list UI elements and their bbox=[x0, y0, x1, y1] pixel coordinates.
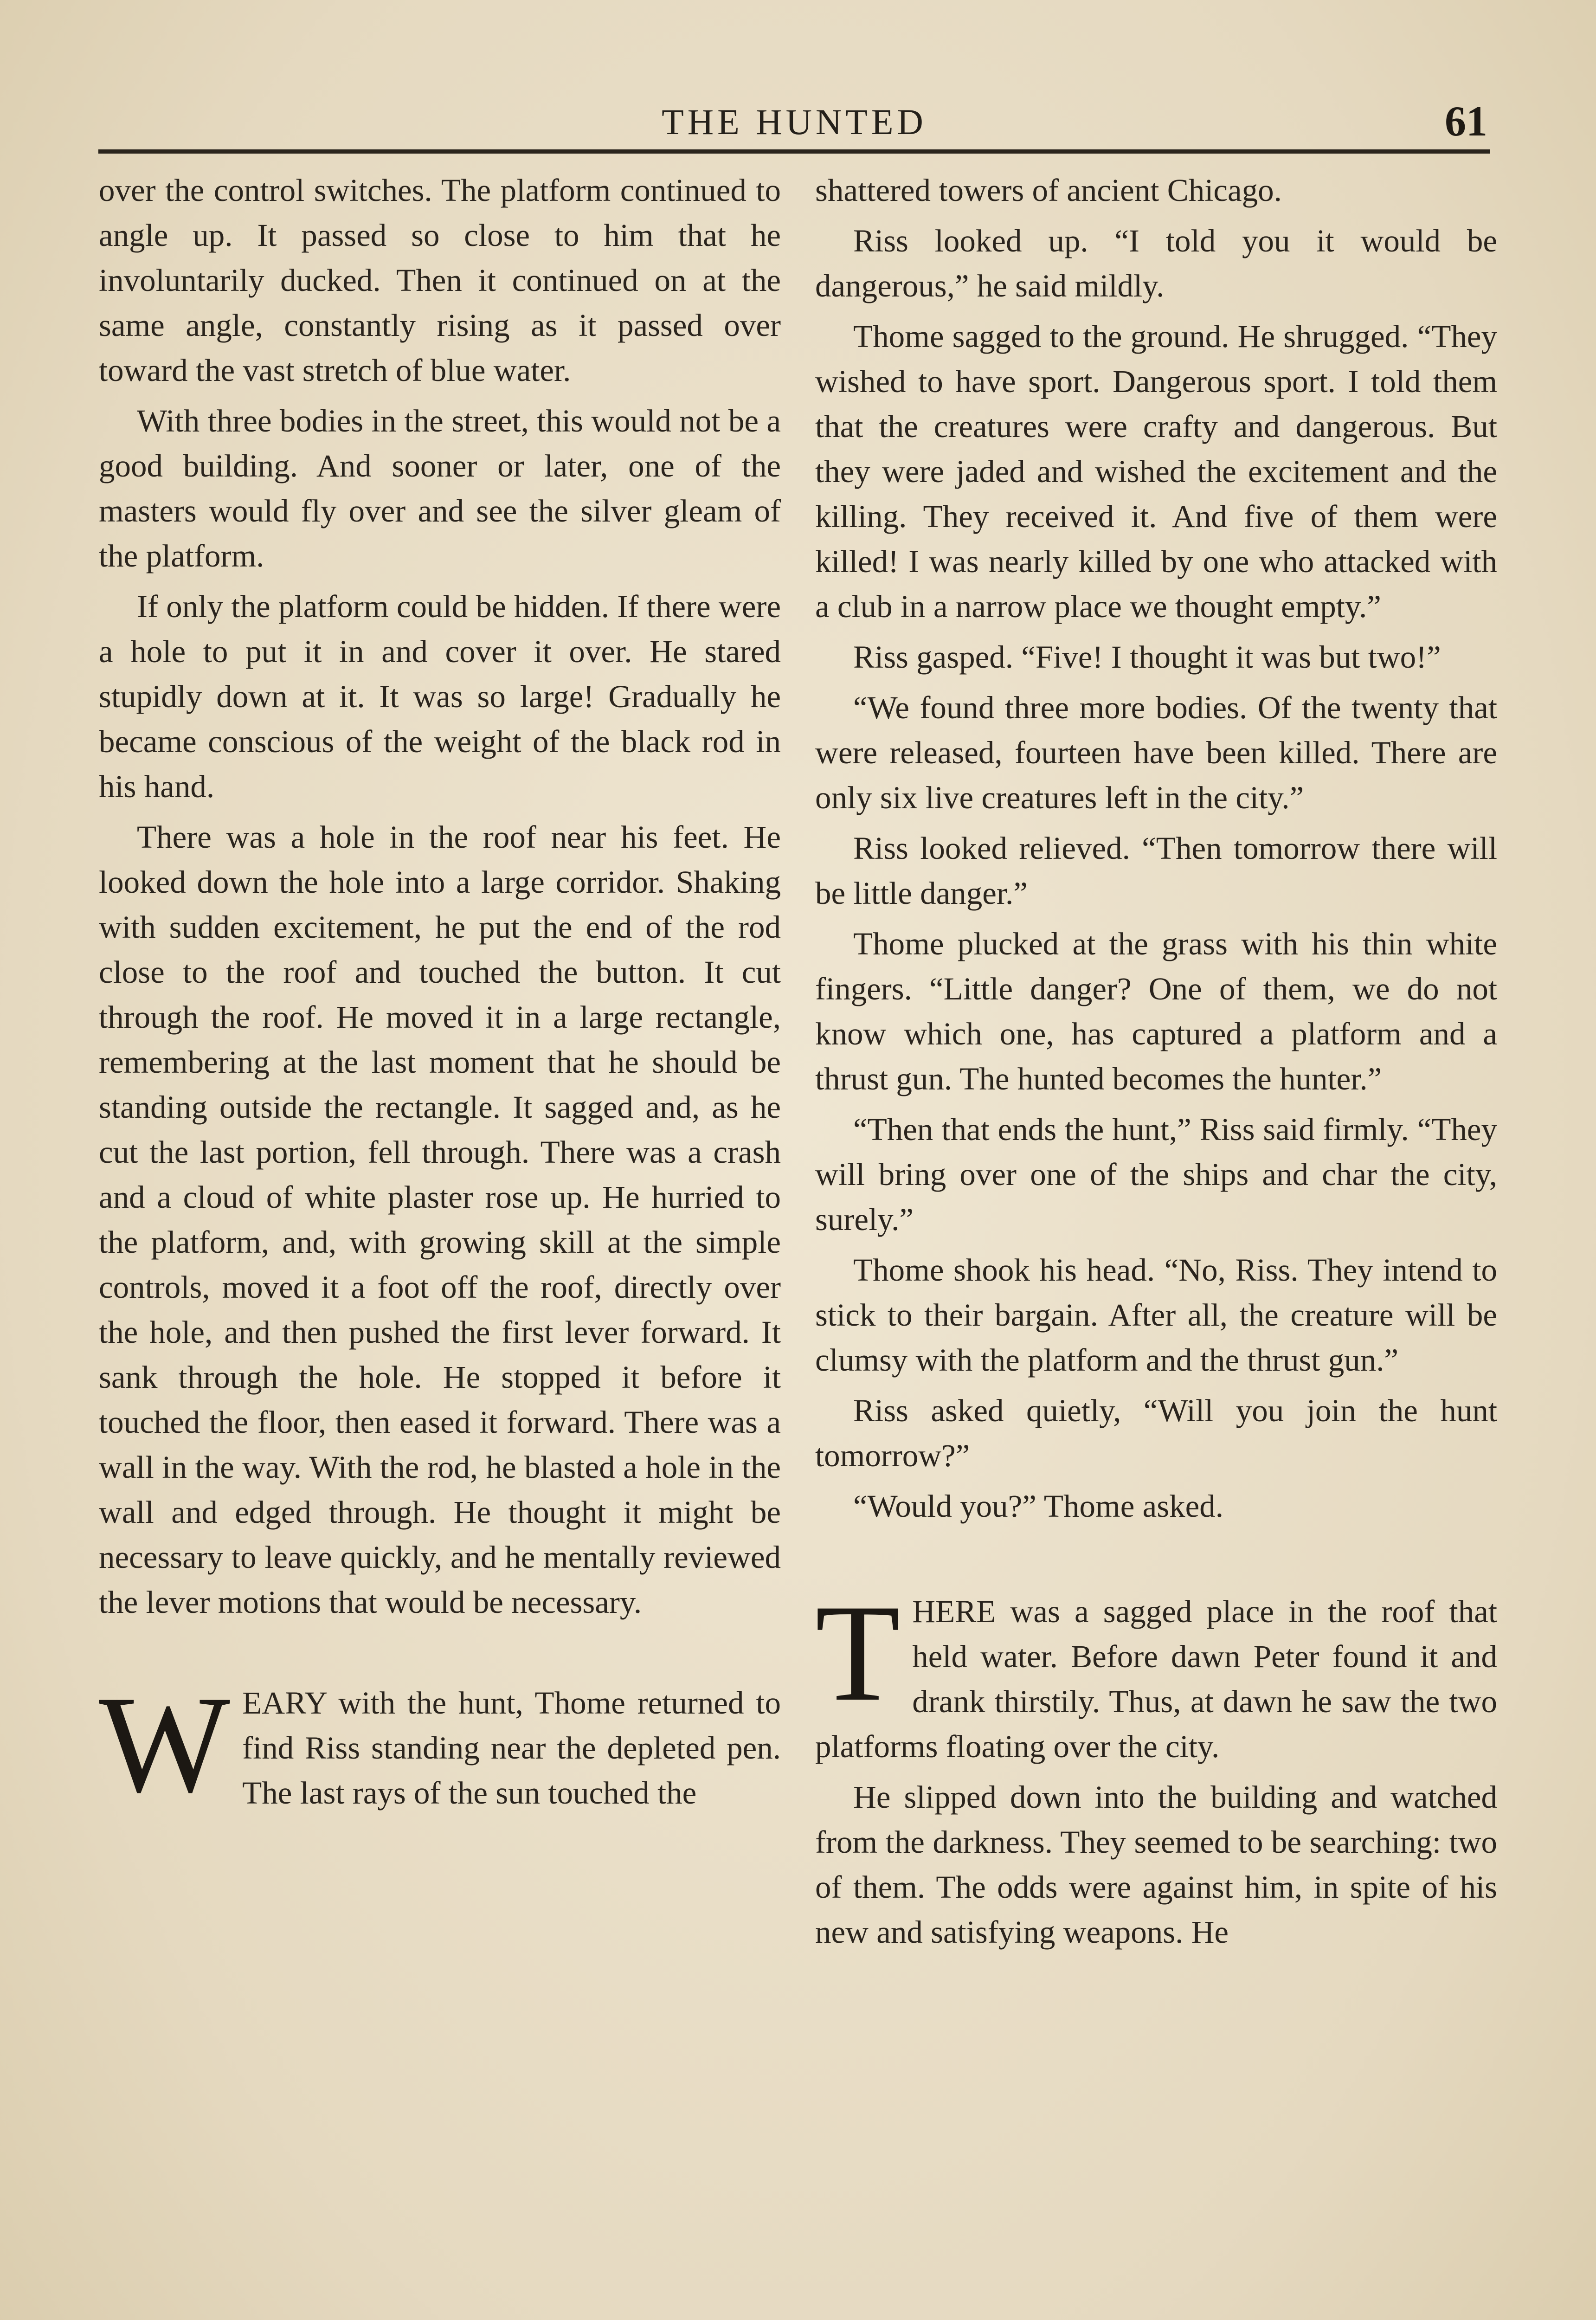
right-paragraph: Riss looked relieved. “Then tomorrow there will be little danger.” bbox=[815, 831, 1497, 911]
header-rule bbox=[98, 149, 1490, 154]
left-section-paragraph bbox=[99, 1667, 781, 1821]
left-paragraph: With three bodies in the street, this would not be a good building. And sooner or later, one of the masters would fly over and see the silver gleam of the platform. bbox=[99, 403, 781, 574]
right-column bbox=[815, 168, 1497, 2320]
right-paragraph: “We found three more bodies. Of the twenty that were released, fourteen have been killed. There are only six live creatures left in the city.” bbox=[815, 690, 1497, 815]
right-paragraph: He slipped down into the building and watched from the darkness. They seemed to be searching: two of them. The odds were against him, in spite of his new and satisfying weapons. He bbox=[815, 1779, 1497, 1950]
right-paragraph: shattered towers of ancient Chicago. bbox=[815, 173, 1282, 208]
right-paragraph: Thome sagged to the ground. He shrugged. “They wished to have sport. Dangerous sport. I told them that the creatures were crafty and dangerous. But they were jaded and wished the excitement and the killing. They received it. And five of them were killed! I was nearly killed by one who attacked with a club in a narrow place we thought empty.” bbox=[815, 319, 1497, 624]
left-paragraph: If only the platform could be hidden. If there were a hole to put it in and cover it over. He stared stupidly down at it. It was so large! Gradually he became conscious of the weight of the black rod in his hand. bbox=[99, 589, 781, 804]
right-paragraph: “Would you?” Thome asked. bbox=[853, 1489, 1223, 1524]
right-paragraph: Riss asked quietly, “Will you join the hunt tomorrow?” bbox=[815, 1393, 1497, 1473]
right-section-paragraph bbox=[815, 1576, 1497, 1769]
right-paragraph: Thome plucked at the grass with his thin white fingers. “Little danger? One of them, we do not know which one, has captured a platform and a thrust gun. The hunted becomes the hunter.” bbox=[815, 926, 1497, 1096]
drop-cap-w: W bbox=[99, 1667, 231, 1821]
right-paragraph: “Then that ends the hunt,” Riss said firmly. “They will bring over one of the ships and char the city, surely.” bbox=[815, 1112, 1497, 1237]
right-section-text: HERE was a sagged place in the roof that held water. Before dawn Peter found it and drank thirstily. Thus, at dawn he saw the two platforms floating over the city. bbox=[815, 1594, 1497, 1764]
left-section-text: EARY with the hunt, Thome returned to find Riss standing near the depleted pen. The last rays of the sun touched the bbox=[242, 1685, 781, 1811]
running-title: THE HUNTED bbox=[662, 102, 927, 142]
right-paragraph: Riss gasped. “Five! I thought it was but two!” bbox=[853, 639, 1441, 675]
left-paragraph: over the control switches. The platform continued to angle up. It passed so close to him that he involuntarily ducked. Then it continued on at the same angle, constantly rising as it passed over toward the vast stretch of blue water. bbox=[99, 173, 781, 388]
right-paragraph: Thome shook his head. “No, Riss. They intend to stick to their bargain. After all, the creature will be clumsy with the platform and the thrust gun.” bbox=[815, 1252, 1497, 1378]
drop-cap-t: T bbox=[815, 1576, 901, 1730]
left-paragraph: There was a hole in the roof near his feet. He looked down the hole into a large corridor. Shaking with sudden excitement, he put the end of the rod close to the roof and touched the button. It cut through the roof. He moved it in a large rectangle, remembering at the last moment that he should be standing outside the rectangle. It sagged and, as he cut the last portion, fell through. There was a crash and a cloud of white plaster rose up. He hurried to the platform, and, with growing skill at the simple controls, moved it a foot off the roof, directly over the hole, and then pushed the first lever forward. It sank through the hole. He stopped it before it touched the floor, then eased it forward. There was a wall in the way. With the rod, he blasted a hole in the wall and edged through. He thought it might be necessary to leave quickly, and he mentally reviewed the lever motions that would be necessary. bbox=[99, 819, 781, 1620]
right-paragraph: Riss looked up. “I told you it would be dangerous,” he said mildly. bbox=[815, 223, 1497, 303]
left-column bbox=[99, 168, 781, 2320]
page-header bbox=[98, 93, 1490, 148]
page-number: 61 bbox=[1445, 97, 1487, 145]
